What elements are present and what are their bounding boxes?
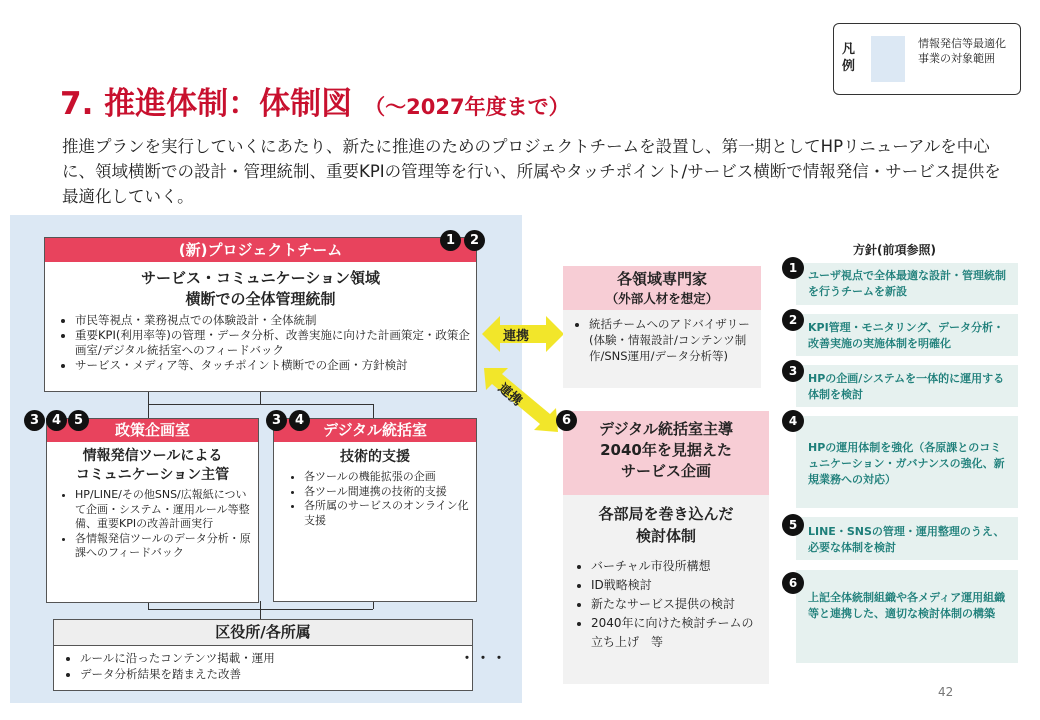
policies-title: 方針(前項参照) [853,243,936,257]
policy-text: 上記全体統制組織や各メディア運用組織等と連携した、適切な検討体制の構築 [808,591,1006,620]
list-item: • ID戦略検討 [591,576,763,595]
list-item: • 2040年に向けた検討チームの立ち上げ 等 [591,614,763,652]
digital-office-bullets [274,470,476,528]
badge-3: 3 [266,410,287,431]
policy-text: LINE・SNSの管理・運用整理のうえ、必要な体制を検討 [808,525,1005,554]
list-item: • 各ツールの機能拡張の企画 [304,470,470,485]
digital-lead-box [563,411,769,684]
connector-line [148,404,149,418]
experts-box [563,266,761,388]
policy-item-4 [796,416,1018,508]
connector-line [148,609,373,610]
experts-header-band [563,266,761,310]
badge-3: 3 [24,410,45,431]
project-team-heading: サービス・コミュニケーション領域 横断での全体管理統制 [140,269,381,308]
legend-swatch [871,36,905,82]
policy-num-4: 4 [782,410,804,432]
badge-1: 1 [440,230,461,251]
badge-4: 4 [289,410,310,431]
connector-line [373,404,374,418]
connector-line [260,601,261,619]
title-sub: （～2027年度まで） [364,95,570,119]
legend-text: 情報発信等最適化事業の対象範囲 [918,37,1006,65]
policy-item-5 [796,517,1018,560]
experts-bullets [563,316,761,364]
list-item: • 統括チームへのアドバイザリー(体験・情報設計/コンテンツ制作/SNS運用/データ分析等) [589,316,755,364]
list-item: • 市民等視点・業務視点での体験設計・全体統制 [75,313,470,328]
project-team-bullets [45,313,476,373]
policy-num-2: 2 [782,309,804,331]
policy-num-6: 6 [782,572,804,594]
digital-office-heading: 技術的支援 [340,449,410,465]
policy-item-6 [796,570,1018,663]
policy-office-heading: 情報発信ツールによる コミュニケーション主管 [75,448,230,483]
title-main: 7. 推進体制：体制図 [60,86,353,122]
digital-lead-header: デジタル統括室主導 2040年を見据えた サービス企画 [563,411,769,495]
badge-4: 4 [46,410,67,431]
legend [833,23,1021,95]
ward-offices-bullets [54,650,472,682]
policy-text: KPI管理・モニタリング、データ分析・改善実施の実施体制を明確化 [808,321,1005,350]
list-item: • 各所属のサービスのオンライン化支援 [304,499,470,528]
policy-text: HPの企画/システムを一体的に運用する体制を検討 [808,372,1005,401]
page-number: 42 [938,685,954,699]
experts-header-sub: （外部人材を想定） [605,291,719,306]
policy-text: ユーザ視点で全体最適な設計・管理統制を行うチームを新設 [808,269,1006,298]
list-item: • 重要KPI(利用率等)の管理・データ分析、改善実施に向けた計画策定・政策企画室/デジタル統括室へのフィードバック [75,328,470,358]
badge-5: 5 [68,410,89,431]
badge-2: 2 [464,230,485,251]
badge-6: 6 [556,410,577,431]
ellipsis: ・・・ [460,651,508,667]
policy-item-1 [796,263,1018,305]
project-team-box [44,237,477,392]
list-item: • HP/LINE/その他SNS/広報紙について企画・システム・運用ルール等整備、重要KPIの改善計画実行 [75,488,252,532]
connector-line [148,404,373,405]
policy-num-1: 1 [782,257,804,279]
ward-offices-header: 区役所/各所属 [54,620,472,646]
list-item: • 新たなサービス提供の検討 [591,595,763,614]
list-item: • 各情報発信ツールのデータ分析・原課へのフィードバック [75,532,252,561]
list-item: • 各ツール間連携の技術的支援 [304,485,470,500]
upper-link-label: 連携 [503,329,530,344]
policy-office-box [46,418,259,603]
connector-line [148,390,149,405]
digital-lead-heading: 各部局を巻き込んだ 検討体制 [598,505,734,545]
legend-key: 凡例 [842,42,856,74]
policy-office-header: 政策企画室 [47,419,258,442]
connector-line [260,390,261,404]
policy-item-3 [796,365,1018,407]
digital-office-header: デジタル統括室 [274,419,476,442]
policy-office-bullets [47,488,258,561]
digital-office-box [273,418,477,602]
policy-num-3: 3 [782,360,804,382]
policy-text: HPの運用体制を強化（各原課とのコミュニケーション・ガバナンスの強化、新規業務への対応） [808,441,1005,486]
lower-link-label: 連携 [494,380,525,410]
experts-header: 各領域専門家 [616,270,707,288]
ward-offices-box [53,619,473,691]
project-team-header: (新)プロジェクトチーム [45,238,476,262]
list-item: • サービス・メディア等、タッチポイント横断での企画・方針検討 [75,358,470,373]
list-item: • ルールに沿ったコンテンツ掲載・運用 [80,650,472,666]
lead-paragraph: 推進プランを実行していくにあたり、新たに推進のためのプロジェクトチームを設置し、第一期としてHPリニューアルを中心に、領域横断での設計・管理統制、重要KPIの管理等を行い、所属やタッチポイント/サービス横断で情報発信・サービス提供を最適化していく。 [62,137,1001,206]
page-title [60,78,570,123]
list-item: • バーチャル市役所構想 [591,557,763,576]
digital-lead-bullets [563,557,769,652]
policy-item-2 [796,314,1018,356]
list-item: • データ分析結果を踏まえた改善 [80,666,472,682]
policy-num-5: 5 [782,514,804,536]
